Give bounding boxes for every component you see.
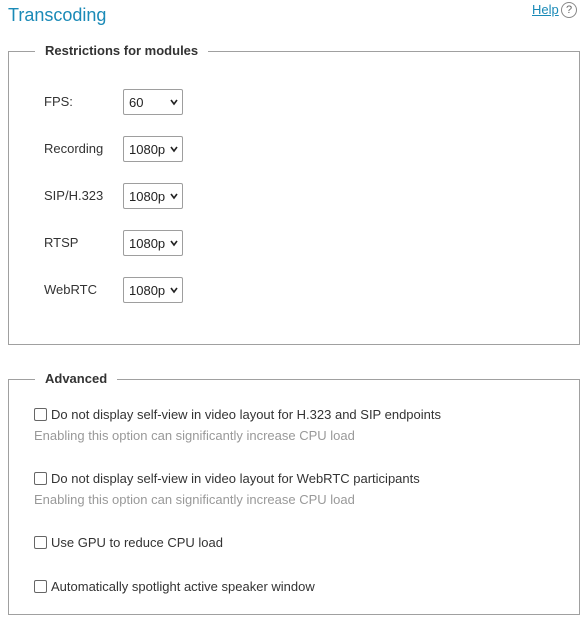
- hide-selfview-webrtc-label[interactable]: Do not display self-view in video layout for WebRTC participants: [51, 471, 420, 486]
- sip-h323-row: [44, 183, 444, 209]
- recording-row: [44, 136, 444, 162]
- chevron-down-icon: [170, 286, 178, 294]
- webrtc-row: [44, 277, 444, 303]
- chevron-down-icon: [170, 239, 178, 247]
- hide-selfview-webrtc-checkbox[interactable]: [34, 472, 47, 485]
- recording-select[interactable]: [123, 136, 183, 162]
- page-title: Transcoding: [8, 5, 107, 25]
- use-gpu-checkbox[interactable]: [34, 536, 47, 549]
- advanced-panel: [8, 371, 580, 615]
- recording-label: Recording: [44, 141, 104, 156]
- chevron-down-icon: [170, 192, 178, 200]
- sip-h323-label: SIP/H.323: [44, 188, 104, 203]
- rtsp-select-value: 1080p: [129, 236, 166, 251]
- option-use-gpu: [34, 536, 574, 554]
- restrictions-panel: [8, 43, 580, 345]
- rtsp-label: RTSP: [44, 235, 79, 250]
- fps-select-value: 60: [129, 95, 144, 110]
- webrtc-select-value: 1080p: [129, 283, 166, 298]
- advanced-legend: Advanced: [35, 371, 117, 386]
- spotlight-speaker-label[interactable]: Automatically spotlight active speaker window: [51, 579, 315, 594]
- sip-h323-select[interactable]: [123, 183, 183, 209]
- sip-h323-select-value: 1080p: [129, 189, 166, 204]
- rtsp-select[interactable]: [123, 230, 183, 256]
- chevron-down-icon: [170, 98, 178, 106]
- rtsp-row: [44, 230, 444, 256]
- hide-selfview-sip-label[interactable]: Do not display self-view in video layout for H.323 and SIP endpoints: [51, 407, 441, 422]
- help-icon[interactable]: ?: [561, 2, 577, 18]
- hide-selfview-webrtc-hint: Enabling this option can significantly increase CPU load: [34, 492, 355, 507]
- fps-label: FPS:: [44, 94, 73, 109]
- help-link[interactable]: Help: [532, 2, 559, 17]
- option-hide-selfview-sip: [34, 408, 574, 448]
- option-hide-selfview-webrtc: [34, 472, 574, 512]
- recording-select-value: 1080p: [129, 142, 166, 157]
- restrictions-legend: Restrictions for modules: [35, 43, 208, 58]
- option-spotlight-speaker: [34, 580, 574, 598]
- spotlight-speaker-checkbox[interactable]: [34, 580, 47, 593]
- webrtc-label: WebRTC: [44, 282, 97, 297]
- hide-selfview-sip-hint: Enabling this option can significantly increase CPU load: [34, 428, 355, 443]
- chevron-down-icon: [170, 145, 178, 153]
- fps-select[interactable]: [123, 89, 183, 115]
- fps-row: [44, 89, 444, 115]
- webrtc-select[interactable]: [123, 277, 183, 303]
- hide-selfview-sip-checkbox[interactable]: [34, 408, 47, 421]
- use-gpu-label[interactable]: Use GPU to reduce CPU load: [51, 535, 223, 550]
